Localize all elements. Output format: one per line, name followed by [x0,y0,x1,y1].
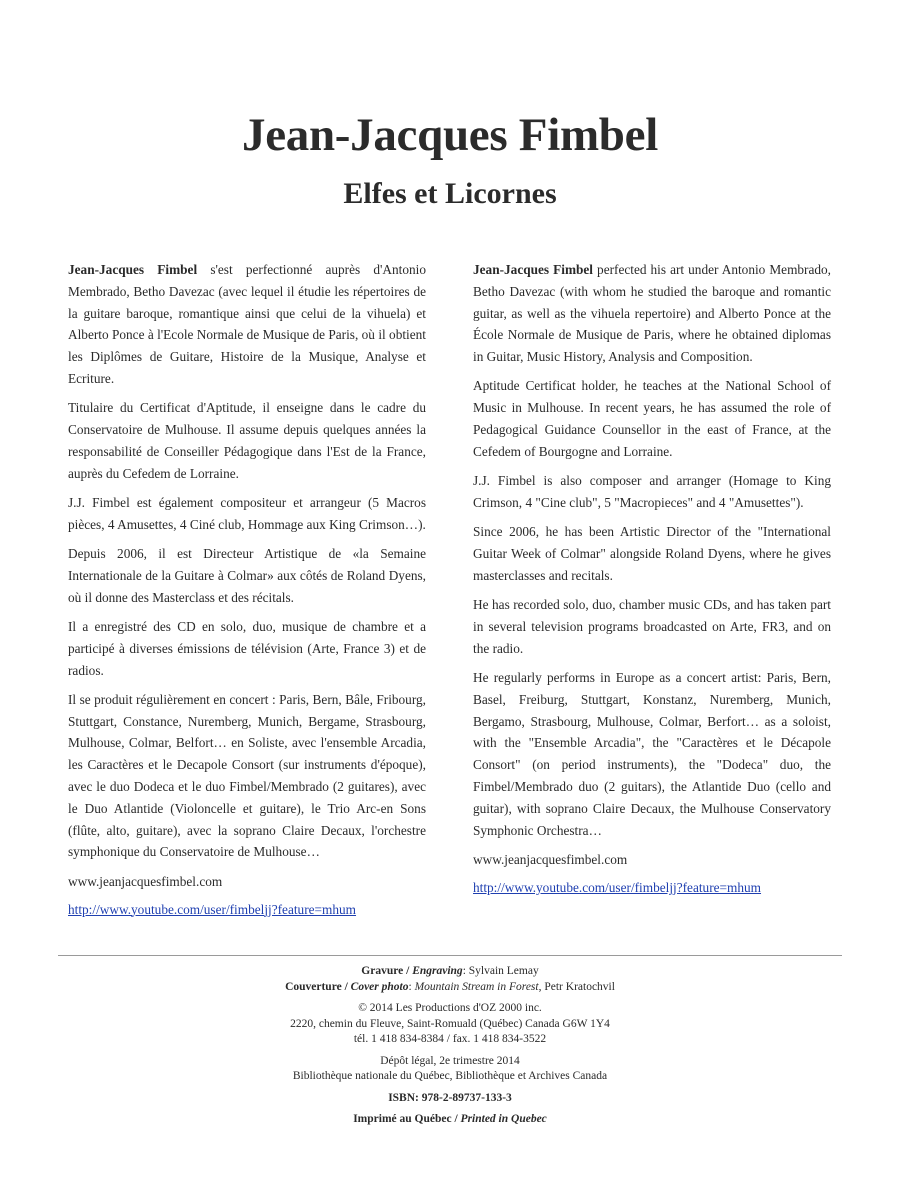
english-paragraph-2: Aptitude Certificat holder, he teaches at the National School of Music in Mulhouse. In recent years, he has assumed the role of Pedagogical Guidance Counsellor in the east of France, at the Cefedem of Bourgogne and Lorraine. [473,378,831,459]
copyright: © 2014 Les Productions d'OZ 2000 inc. [358,1002,542,1014]
english-biography-column [473,259,831,906]
credits-block [0,964,900,1128]
french-youtube-line [68,899,426,921]
french-biography-column [68,259,426,928]
french-paragraph-6: Il se produit régulièrement en concert : Paris, Bern, Bâle, Fribourg, Stuttgart, Constance, Nuremberg, Munich, Bergame, Strasbourg, Mulhouse, Colmar, Belfort… en Soliste, avec l'ensemble Arcadia, les Caractères et le Decapole Consort (sur instruments d'époque), avec le duo Dodeca et le duo Fimbel/Membrado (2 guitares), avec le Duo Atlantide (Violoncelle et guitare), le Trio Arc-en Sons (flûte, alto, guitare), avec la soprano Claire Decaux, l'orchestre symphonique du Conservatoire de Mulhouse… [68,691,426,860]
english-paragraph-4: Since 2006, he has been Artistic Director of the "International Guitar Week of Colmar" alongside Roland Dyens, where he gives masterclasses and recitals. [473,524,831,583]
page-title: Jean-Jacques Fimbel [242,109,658,161]
french-paragraph-1 [68,259,426,390]
cover-author: , Petr Kratochvil [538,980,615,993]
french-paragraph-3: J.J. Fimbel est également compositeur et arrangeur (5 Macros pièces, 4 Amusettes, 4 Ciné club, Hommage aux King Crimson…). [68,494,426,532]
french-paragraph-2: Titulaire du Certificat d'Aptitude, il enseigne dans le cadre du Conservatoire de Mulhouse. Il assume depuis quelques années la responsabilité de Conseiller Pédagogique dans l'Est de la France, auprès du Cefedem de Lorraine. [68,400,426,481]
legal-deposit: Dépôt légal, 2e trimestre 2014 [380,1054,520,1067]
french-paragraph-4: Depuis 2006, il est Directeur Artistique de «la Semaine Internationale de la Guitare à Colmar» aux côtés de Roland Dyens, où il donne des Masterclass et des récitals. [68,546,426,605]
french-website: www.jeanjacquesfimbel.com [68,873,223,889]
french-youtube-link[interactable]: http://www.youtube.com/user/fimbeljj?feature=mhum [68,901,357,917]
cover-label-fr: Couverture [285,980,342,993]
printed-slash: / [451,1113,461,1125]
cover-label-en: Cover photo [350,980,409,993]
english-paragraph-6: He regularly performs in Europe as a concert artist: Paris, Bern, Basel, Freiburg, Stuttgart, Konstanz, Nuremberg, Munich, Bergamo, Strasbourg, Mulhouse, Colmar, Berfort… as a soloist, with the "Ensemble Arcadia", the "Caractères et le Décapole Consort" (on period instruments), the "Dodeca" duo, the Fimbel/Membrado duo (2 guitars), the Atlantide Duo (cello and guitar), with soprano Claire Decaux, the Mulhouse Conservatory Symphonic Orchestra… [473,670,831,838]
english-website: www.jeanjacquesfimbel.com [473,851,628,867]
english-youtube-line [473,877,831,899]
publisher-phone: tél. 1 418 834-8384 / fax. 1 418 834-3522 [353,1033,547,1045]
section-divider [58,955,842,956]
engraving-label-fr: Gravure [361,965,404,977]
cover-title: Mountain Stream in Forest [414,980,539,993]
english-paragraph-3: J.J. Fimbel is also composer and arranger (Homage to King Crimson, 4 "Cine club", 5 "Macropieces" and 4 "Amusettes"). [473,473,831,510]
english-youtube-link[interactable]: http://www.youtube.com/user/fimbeljj?feature=mhum [473,879,762,895]
english-paragraph-5: He has recorded solo, duo, chamber music CDs, and has taken part in several television programs broadcasted on Arte, FR3, and on the radio. [473,597,831,656]
printed-en: Printed in Quebec [460,1113,547,1125]
page-subtitle: Elfes et Licornes [343,177,557,210]
printed-in [0,1112,900,1128]
french-paragraph-1-text: s'est perfectionné auprès d'Antonio Membrado, Betho Davezac (avec lequel il étudie les répertoires de la guitare baroque, romantique ainsi que celui de la vihuela) et Alberto Ponce à l'Ecole Normale de Musique de Paris, où il obtient les Diplômes de Guitare, Histoire de la Musique, Analyse et Ecriture. [68,262,426,386]
engraving-slash: / [403,965,413,977]
cover-credit: Couverture / Cover photo: Mountain Stream in Forest, Petr Kratochvil [285,980,615,993]
publisher-address: 2220, chemin du Fleuve, Saint-Romuald (Québec) Canada G6W 1Y4 [290,1017,610,1030]
english-paragraph-1-text: perfected his art under Antonio Membrado, Betho Davezac (with whom he studied the baroque and romantic guitar, as well as the vihuela repertoire) and Alberto Ponce at the École Normale de Musique de Paris, where he obtained diplomas in Guitar, Music History, Analysis and Composition. [473,262,832,365]
french-lead-name: Jean-Jacques Fimbel [68,262,198,277]
french-paragraph-5: Il a enregistré des CD en solo, duo, musique de chambre et a participé à diverses émissions de télévision (Arte, France 3) et de radios. [68,618,426,678]
english-paragraph-1 [473,259,831,368]
libraries: Bibliothèque nationale du Québec, Bibliothèque et Archives Canada [292,1070,608,1082]
isbn: ISBN: 978-2-89737-133-3 [388,1091,512,1104]
cover-slash: / [341,980,351,993]
printed-fr: Imprimé au Québec [353,1113,452,1125]
english-lead-name: Jean-Jacques Fimbel [473,262,594,277]
engraving-label-en: Engraving [412,965,463,977]
engraving-credit [0,964,900,980]
engraving-value: : Sylvain Lemay [462,965,539,977]
